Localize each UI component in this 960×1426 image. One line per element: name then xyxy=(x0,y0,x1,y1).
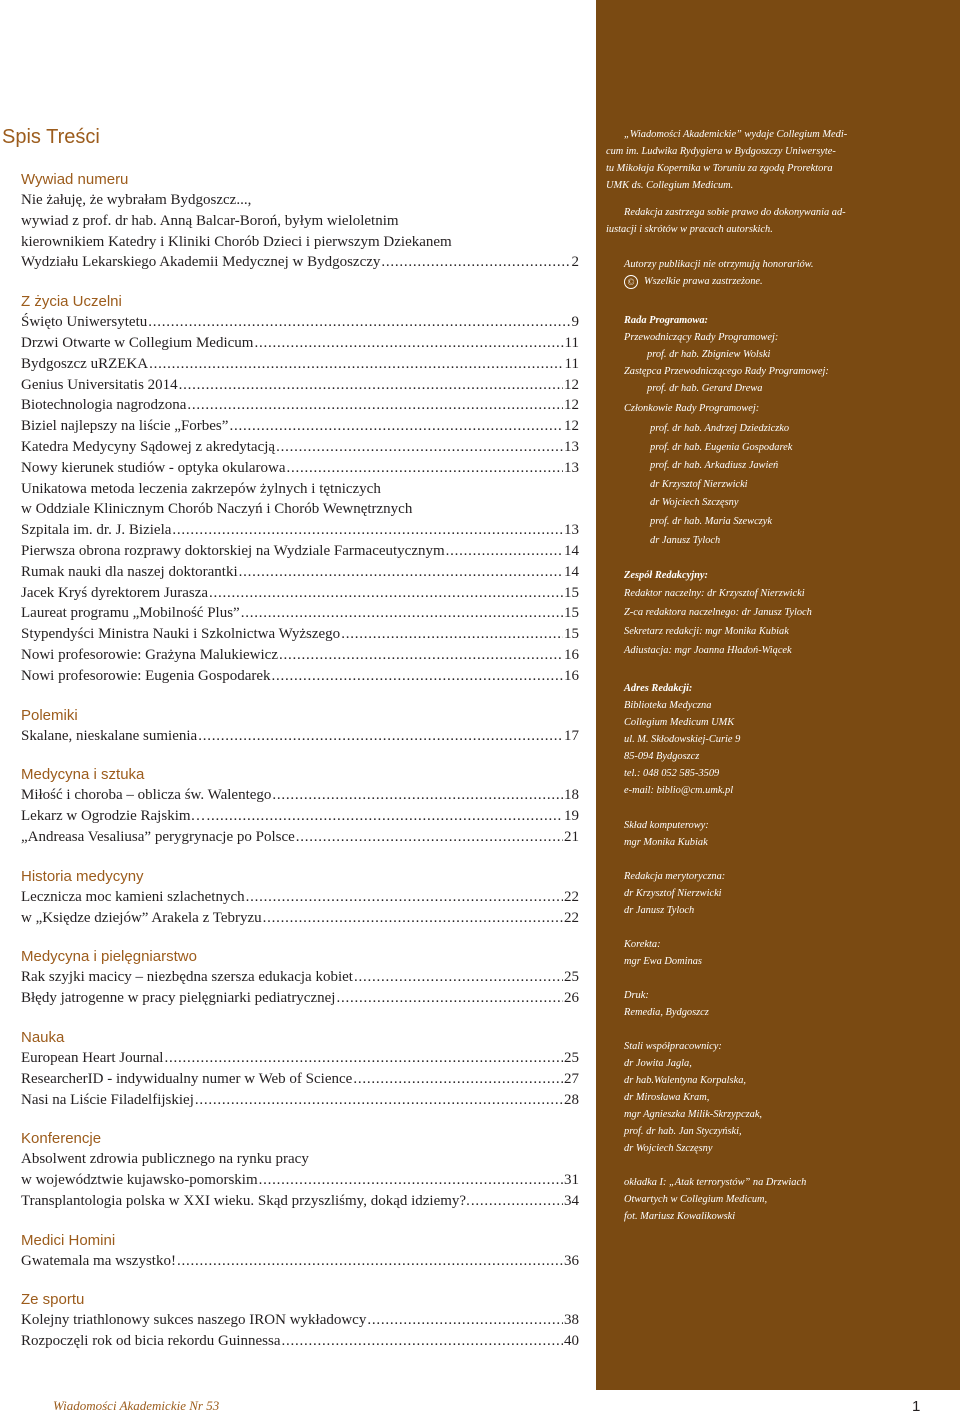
toc-section xyxy=(21,1290,579,1352)
toc-entry[interactable] xyxy=(21,1191,579,1212)
toc-entry-title: Wydziału Lekarskiego Akademii Medycznej w Bydgoszczy xyxy=(21,254,381,271)
dot-leader xyxy=(446,541,563,562)
toc-entry-title: Pierwsza obrona rozprawy doktorskiej na Wydziale Farmaceutycznym xyxy=(21,542,445,559)
dot-leader xyxy=(282,1331,563,1352)
toc-page-number: 11 xyxy=(564,355,579,372)
toc-entry-title: Kolejny triathlonowy sukces naszego IRON wykładowcy xyxy=(21,1312,367,1329)
toc-page-number: 22 xyxy=(564,909,579,926)
section-heading: Polemiki xyxy=(21,706,78,724)
toc-page-number: 16 xyxy=(564,646,579,663)
credit-name: prof. dr hab. Jan Styczyński, xyxy=(624,1126,742,1137)
rights-block xyxy=(606,204,876,238)
footer-page-number: 1 xyxy=(912,1398,921,1415)
person-name: prof. dr hab. Zbigniew Wolski xyxy=(647,349,771,360)
toc-section xyxy=(21,867,579,929)
cover-line: Otwartych w Collegium Medicum, xyxy=(624,1194,768,1205)
section-heading: Medici Homini xyxy=(21,1231,116,1249)
toc-page-number: 14 xyxy=(564,563,579,580)
fees-note: Autorzy publikacji nie otrzymują honorariów. xyxy=(624,259,814,270)
dot-leader xyxy=(272,666,563,687)
dot-leader xyxy=(177,1251,563,1272)
toc-page-number: 34 xyxy=(564,1192,579,1209)
toc-entry[interactable] xyxy=(21,583,579,604)
rights-line: Redakcja zastrzega sobie prawo do dokonywania ad- xyxy=(624,207,846,218)
credit-group xyxy=(606,868,876,919)
toc-entry-line: w Oddziale Klinicznym Chorób Naczyń i Chorób Wewnętrznych xyxy=(21,501,413,518)
toc-entry-title: w „Księdze dziejów” Arakela z Tebryzu xyxy=(21,909,262,926)
cover-line: fot. Mariusz Kowalikowski xyxy=(624,1211,736,1222)
dot-leader xyxy=(296,827,563,848)
credit-label: Redakcja merytoryczna: xyxy=(624,871,726,882)
council-member: dr Krzysztof Nierzwicki xyxy=(650,478,748,490)
dot-leader xyxy=(471,1191,563,1212)
dot-leader xyxy=(195,1090,563,1111)
council-member: prof. dr hab. Arkadiusz Jawień xyxy=(650,460,779,472)
credit-group xyxy=(606,987,876,1021)
dot-leader xyxy=(381,252,570,273)
toc-entry-title: Nasi na Liście Filadelfijskiej xyxy=(21,1091,194,1108)
toc-page-number: 22 xyxy=(564,888,579,905)
toc-entry[interactable] xyxy=(21,988,579,1009)
toc-section xyxy=(21,706,579,747)
credit-name: dr Janusz Tyloch xyxy=(624,905,695,916)
toc-entry[interactable] xyxy=(21,726,579,747)
credit-group xyxy=(606,936,876,970)
toc-entry-title: Nowi profesorowie: Eugenia Gospodarek xyxy=(21,667,271,684)
credit-name: dr hab.Walentyna Korpalska, xyxy=(624,1075,746,1086)
cover-line: okładka I: „Atak terrorystów” na Drzwiach xyxy=(624,1177,807,1188)
editorial-line: Redaktor naczelny: dr Krzysztof Nierzwicki xyxy=(624,588,805,599)
toc-page-number: 15 xyxy=(564,584,579,601)
section-heading: Nauka xyxy=(21,1028,65,1046)
toc-entry-line: Nie żałuję, że wybrałam Bydgoszcz..., xyxy=(21,192,252,208)
toc-page-number: 13 xyxy=(564,459,579,476)
dot-leader xyxy=(336,988,563,1009)
editorial-line: Z-ca redaktora naczelnego: dr Janusz Tyloch xyxy=(624,607,812,618)
role-label: Członkowie Rady Programowej: xyxy=(624,403,760,414)
credit-label: Stali współpracownicy: xyxy=(624,1041,722,1052)
toc-entry-title: European Heart Journal xyxy=(21,1049,164,1066)
credit-label: Druk: xyxy=(624,990,649,1001)
section-heading: Wywiad numeru xyxy=(21,171,129,188)
editorial-line: Sekretarz redakcji: mgr Monika Kubiak xyxy=(624,626,789,637)
toc-entry[interactable] xyxy=(21,645,579,666)
role-label: Zastępca Przewodniczącego Rady Programowej: xyxy=(624,366,829,377)
toc-entry-line: Absolwent zdrowia publicznego na rynku pracy xyxy=(21,1151,309,1168)
masthead-sidebar xyxy=(596,0,960,1390)
toc-entry[interactable] xyxy=(21,806,579,827)
address-line: Biblioteka Medyczna xyxy=(624,700,712,711)
toc-entry[interactable] xyxy=(21,666,579,687)
dot-leader xyxy=(187,395,563,416)
dot-leader xyxy=(198,726,563,747)
toc-entry-title: Transplantologia polska w XXI wieku. Skąd przyszliśmy, dokąd idziemy?. xyxy=(21,1192,470,1209)
toc-page-number: 28 xyxy=(564,1091,579,1108)
intro-line: UMK ds. Collegium Medicum. xyxy=(606,180,734,191)
section-heading: Ze sportu xyxy=(21,1291,85,1309)
intro-block xyxy=(606,126,876,194)
toc-page-number: 21 xyxy=(564,828,579,845)
toc-page-number: 13 xyxy=(564,438,579,455)
credit-name: mgr Monika Kubiak xyxy=(624,837,708,848)
intro-line: „Wiadomości Akademickie” wydaje Collegium Medi- xyxy=(624,129,848,140)
toc-entry-title: Stypendyści Ministra Nauki i Szkolnictwa Wyższego xyxy=(21,626,341,643)
toc-page-number: 25 xyxy=(564,969,579,986)
toc-entry-title: Nowy kierunek studiów - optyka okularowa xyxy=(21,459,286,476)
toc-entry[interactable] xyxy=(21,603,579,624)
toc-entry-title: Szpitala im. dr. J. Biziela xyxy=(21,522,172,539)
toc-entry[interactable] xyxy=(21,333,579,354)
toc-entry-title: Bydgoszcz uRZEKA xyxy=(21,355,149,372)
credit-name: dr Jowita Jagla, xyxy=(624,1058,692,1069)
credits-block xyxy=(606,817,876,1225)
toc-entry[interactable] xyxy=(21,416,579,437)
section-title: Rada Programowa: xyxy=(624,315,708,326)
section-heading: Historia medycyny xyxy=(21,867,144,885)
editorial-team xyxy=(606,567,876,660)
dot-leader xyxy=(246,887,563,908)
copyright-note: © Wszelkie prawa zastrzeżone. xyxy=(606,273,876,290)
toc-section xyxy=(21,947,579,1009)
toc-entry[interactable] xyxy=(21,1069,579,1090)
credit-label: Skład komputerowy: xyxy=(624,820,709,831)
dot-leader xyxy=(272,785,563,806)
toc-section xyxy=(21,1028,579,1110)
toc-entry-title: Skalane, nieskalane sumienia xyxy=(21,727,198,744)
dot-leader xyxy=(287,458,563,479)
toc-entry-title: ResearcherID - indywidualny numer w Web of Science xyxy=(21,1070,353,1087)
dot-leader xyxy=(354,967,563,988)
toc-entry-line: Unikatowa metoda leczenia zakrzepów żylnych i tętniczych xyxy=(21,480,381,497)
toc-page-number: 12 xyxy=(564,376,579,393)
toc-section xyxy=(21,1129,579,1211)
toc-entry-title: Błędy jatrogenne w pracy pielęgniarki pediatrycznej xyxy=(21,990,336,1007)
credit-name: mgr Agnieszka Milik-Skrzypczak, xyxy=(624,1109,763,1120)
credit-group xyxy=(606,1038,876,1157)
toc-entry[interactable] xyxy=(21,520,579,541)
toc-page-number: 17 xyxy=(564,727,579,744)
address-block xyxy=(606,680,876,799)
toc-entry-title: Biziel najlepszy na liście „Forbes” xyxy=(21,418,229,435)
dot-leader xyxy=(229,416,563,437)
toc-entry[interactable] xyxy=(21,908,579,929)
dot-leader xyxy=(276,437,563,458)
council-members xyxy=(606,420,876,550)
dot-leader xyxy=(367,1310,563,1331)
role-label: Przewodniczący Rady Programowej: xyxy=(624,332,779,343)
dot-leader xyxy=(241,603,563,624)
toc-entry-title: Gwatemala ma wszystko! xyxy=(21,1252,176,1269)
programme-council xyxy=(606,312,876,550)
dot-leader xyxy=(239,562,563,583)
credit-label: Korekta: xyxy=(624,939,661,950)
toc-page-number: 27 xyxy=(564,1070,579,1087)
toc-page-number: 15 xyxy=(564,626,579,643)
address-line: ul. M. Skłodowskiej-Curie 9 xyxy=(624,734,741,745)
cover-credit xyxy=(606,1174,876,1225)
intro-line: cum im. Ludwika Rydygiera w Bydgoszczy Uniwersyte- xyxy=(606,146,836,157)
toc-page-number: 31 xyxy=(564,1172,579,1189)
toc-section xyxy=(21,170,579,273)
toc-entry-title: Rumak nauki dla naszej doktorantki xyxy=(21,563,238,580)
dot-leader xyxy=(164,1048,563,1069)
person-name: prof. dr hab. Gerard Drewa xyxy=(647,383,763,394)
toc-entry[interactable] xyxy=(21,1251,579,1272)
toc-list xyxy=(21,170,579,1371)
council-member: prof. dr hab. Eugenia Gospodarek xyxy=(650,441,793,453)
toc-entry[interactable] xyxy=(21,785,579,806)
toc-entry-title: Genius Universitatis 2014 xyxy=(21,376,178,393)
toc-section xyxy=(21,765,579,847)
toc-page-number: 15 xyxy=(564,605,579,622)
toc-entry[interactable] xyxy=(21,1170,579,1191)
address-line: Collegium Medicum UMK xyxy=(624,717,735,728)
section-title: Adres Redakcji: xyxy=(624,683,693,694)
dot-leader xyxy=(341,624,563,645)
toc-entry[interactable] xyxy=(21,624,579,645)
toc-entry[interactable] xyxy=(21,1331,579,1352)
dot-leader xyxy=(279,645,563,666)
toc-entry[interactable] xyxy=(21,541,579,562)
credit-name: mgr Ewa Dominas xyxy=(624,956,702,967)
toc-page-number: 2 xyxy=(571,254,579,271)
toc-page-number: 18 xyxy=(564,787,579,804)
toc-entry-title: Nowi profesorowie: Grażyna Malukiewicz xyxy=(21,646,278,663)
toc-page-number: 26 xyxy=(564,990,579,1007)
toc-entry-title: „Andreasa Vesaliusa” perygrynacje po Polsce xyxy=(21,828,295,845)
toc-page-number: 19 xyxy=(564,808,579,825)
editorial-line: Adiustacja: mgr Joanna Hładoń-Wiącek xyxy=(624,645,792,656)
toc-entry[interactable] xyxy=(21,437,579,458)
council-member: dr Janusz Tyloch xyxy=(650,534,721,546)
dot-leader xyxy=(149,354,563,375)
dot-leader xyxy=(259,1170,563,1191)
toc-page-number: 13 xyxy=(564,522,579,539)
toc-entry-title: Rak szyjki macicy – niezbędna szersza edukacja kobiet xyxy=(21,969,353,986)
toc-page-number: 12 xyxy=(564,397,579,414)
toc-page-number: 16 xyxy=(564,667,579,684)
toc-entry-title: Rozpoczęli rok od bicia rekordu Guinnessa xyxy=(21,1333,281,1350)
toc-entry-line: kierownikiem Katedry i Kliniki Chorób Dzieci i pierwszym Dziekanem xyxy=(21,233,452,250)
credit-name: dr Wojciech Szczęsny xyxy=(624,1143,713,1154)
address-lines xyxy=(606,697,876,799)
toc-section xyxy=(21,1231,579,1272)
section-heading: Konferencje xyxy=(21,1130,102,1148)
toc-page-number: 25 xyxy=(564,1049,579,1066)
toc-entry-title: Lecznicza moc kamieni szlachetnych xyxy=(21,888,245,905)
toc-page-number: 36 xyxy=(564,1252,579,1269)
toc-entry-title: Miłość i choroba – oblicza św. Walentego xyxy=(21,787,272,804)
address-line: tel.: 048 052 585-3509 xyxy=(624,768,720,779)
toc-section xyxy=(21,292,579,686)
section-title: Zespół Redakcyjny: xyxy=(624,570,708,581)
toc-entry-title: Biotechnologia nagrodzona xyxy=(21,397,187,414)
dot-leader xyxy=(209,583,563,604)
toc-entry-title: Jacek Kryś dyrektorem Jurasza xyxy=(21,584,209,601)
toc-entry[interactable] xyxy=(21,562,579,583)
credit-name: Remedia, Bydgoszcz xyxy=(624,1007,709,1018)
editorial-lines xyxy=(606,584,876,660)
dot-leader xyxy=(172,520,563,541)
dot-leader xyxy=(179,375,563,396)
fees-block xyxy=(606,256,876,290)
toc-page-number: 14 xyxy=(564,542,579,559)
address-line: 85-094 Bydgoszcz xyxy=(624,751,700,762)
toc-entry[interactable] xyxy=(21,1048,579,1069)
toc-entry[interactable] xyxy=(21,827,579,848)
footer-journal-issue: Wiadomości Akademickie Nr 53 xyxy=(53,1398,220,1413)
dot-leader xyxy=(148,312,570,333)
copyright-icon: © xyxy=(624,275,638,289)
intro-line: tu Mikołaja Kopernika w Toruniu za zgodą Prorektora xyxy=(606,163,833,174)
page-title: Spis Treści xyxy=(2,126,100,148)
toc-entry-line: wywiad z prof. dr hab. Anną Balcar-Boroń, byłym wieloletnim xyxy=(21,212,399,229)
toc-entry[interactable] xyxy=(21,354,579,375)
dot-leader xyxy=(207,806,563,827)
address-line: e-mail: biblio@cm.umk.pl xyxy=(624,785,734,796)
toc-entry[interactable] xyxy=(21,967,579,988)
council-member: dr Wojciech Szczęsny xyxy=(650,497,739,509)
toc-page-number: 40 xyxy=(564,1333,579,1350)
section-heading: Medycyna i sztuka xyxy=(21,766,145,784)
rights-line: iustacji i skrótów w pracach autorskich. xyxy=(606,224,773,235)
toc-entry-title: w województwie kujawsko-pomorskim xyxy=(21,1172,258,1189)
toc-entry-title: Święto Uniwersytetu xyxy=(21,314,148,331)
credit-group xyxy=(606,817,876,851)
toc-entry[interactable] xyxy=(21,1310,579,1331)
credit-name: dr Mirosława Kram, xyxy=(624,1092,710,1103)
toc-entry-title: Drzwi Otwarte w Collegium Medicum xyxy=(21,334,254,351)
toc-page-number: 9 xyxy=(571,314,579,331)
toc-entry[interactable] xyxy=(21,312,579,333)
dot-leader xyxy=(263,908,563,929)
council-member: prof. dr hab. Andrzej Dziedziczko xyxy=(650,423,790,434)
toc-entry[interactable] xyxy=(21,252,579,273)
dot-leader xyxy=(254,333,563,354)
section-heading: Medycyna i pielęgniarstwo xyxy=(21,948,197,966)
toc-page-number: 12 xyxy=(564,418,579,435)
dot-leader xyxy=(353,1069,563,1090)
toc-entry[interactable] xyxy=(21,1090,579,1111)
toc-entry-title: Lekarz w Ogrodzie Rajskim… xyxy=(21,808,206,825)
toc-entry[interactable] xyxy=(21,887,579,908)
toc-entry-title: Katedra Medycyny Sądowej z akredytacją xyxy=(21,438,276,455)
toc-page-number: 11 xyxy=(564,334,579,351)
toc-entry[interactable] xyxy=(21,375,579,396)
toc-page-number: 38 xyxy=(564,1312,579,1329)
toc-entry[interactable] xyxy=(21,395,579,416)
council-member: prof. dr hab. Maria Szewczyk xyxy=(650,515,772,527)
section-heading: Z życia Uczelni xyxy=(21,293,122,311)
toc-entry-title: Laureat programu „Mobilność Plus” xyxy=(21,605,240,622)
toc-entry[interactable] xyxy=(21,458,579,479)
credit-name: dr Krzysztof Nierzwicki xyxy=(624,888,722,899)
